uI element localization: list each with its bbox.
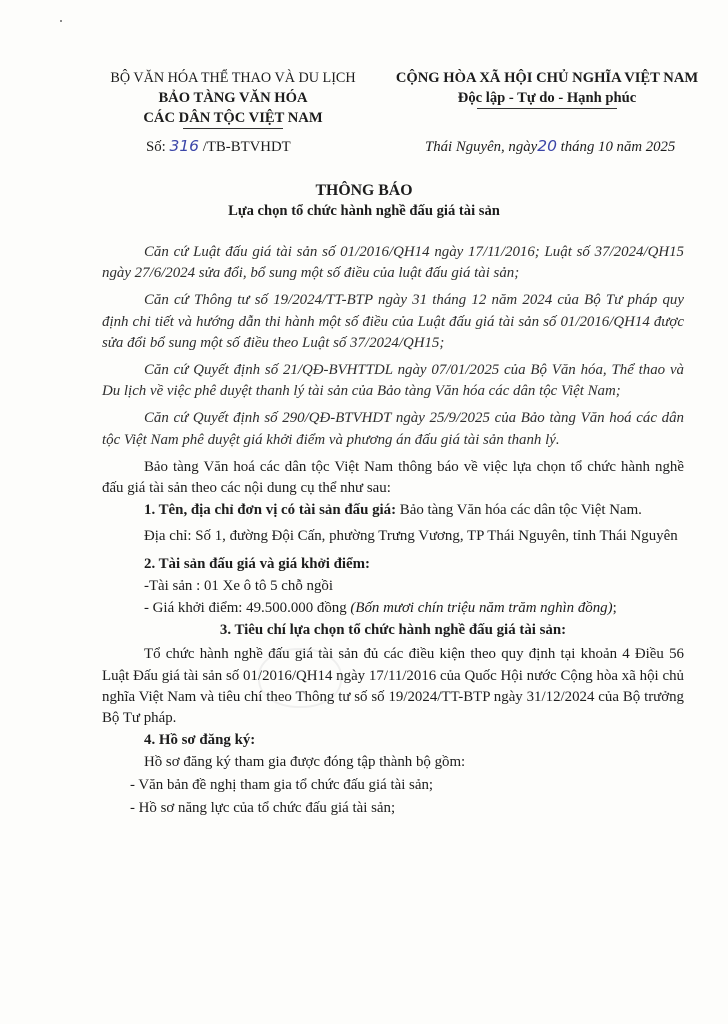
legal-basis-1: Căn cứ Luật đấu giá tài sản số 01/2016/QH14 ngày 17/11/2016; Luật số 37/2024/QH15 ngày 27/6/2024 sửa đổi, bổ sung một số điều của luật đấu giá tài sản; xyxy=(102,244,684,282)
price-end: ; xyxy=(612,600,617,617)
country-name: CỘNG HÒA XÃ HỘI CHỦ NGHĨA VIỆT NAM xyxy=(395,70,699,86)
section-2-price xyxy=(102,598,684,619)
section-3-heading: 3. Tiêu chí lựa chọn tổ chức hành nghề đấu giá tài sản: xyxy=(219,622,567,639)
number-suffix: /TB-BTVHDT xyxy=(202,139,291,155)
section-4-intro: Hồ sơ đăng ký tham gia được đóng tập thành bộ gồm: xyxy=(144,754,466,771)
legal-basis-2: Căn cứ Thông tư số 19/2024/TT-BTP ngày 31 tháng 12 năm 2024 của Bộ Tư pháp quy định chi tiết và hướng dẫn thi hành một số điều của Luật đấu giá tài sản số 01/2016/QH14 được sửa đổi bổ sung một số điều theo Luật số 37/2024/QH15; xyxy=(102,292,684,351)
document-number xyxy=(146,137,291,156)
national-motto-header xyxy=(372,68,722,108)
section-3-text: Tổ chức hành nghề đấu giá tài sản đủ các điều kiện theo quy định tại khoản 4 Điều 56 Luật Đấu giá tài sản số 01/2016/QH14 ngày 17/11/2016 của Quốc Hội nước Cộng hòa xã hội chủ nghĩa Việt Nam và tiêu chí theo Thông tư số số 19/2024/TT-BTP ngày 31/12/2024 của Bộ trưởng Bộ Tư pháp. xyxy=(102,646,684,727)
starting-price-words: (Bốn mươi chín triệu năm trăm nghìn đồng) xyxy=(350,600,613,617)
document-body xyxy=(102,242,684,821)
document-date xyxy=(425,137,675,156)
document-subtitle: Lựa chọn tổ chức hành nghề đấu giá tài sản xyxy=(228,203,500,219)
section-4-item-1: - Văn bản đề nghị tham gia tổ chức đấu giá tài sản; xyxy=(130,776,434,793)
agency-name-line2: CÁC DÂN TỘC VIỆT NAM xyxy=(143,110,323,126)
starting-price: - Giá khởi điểm: 49.500.000 đồng xyxy=(144,600,351,617)
section-2 xyxy=(102,554,684,575)
motto: Độc lập - Tự do - Hạnh phúc xyxy=(457,90,637,106)
faint-stamp-mark xyxy=(258,648,342,708)
agency-underline xyxy=(183,128,283,129)
section-2-heading: 2. Tài sản đấu giá và giá khởi điểm: xyxy=(144,555,371,572)
section-2-asset: -Tài sản : 01 Xe ô tô 5 chỗ ngồi xyxy=(144,577,333,594)
date-prefix: Thái Nguyên, ngày xyxy=(425,139,538,155)
number-label: Số: xyxy=(146,139,166,155)
document-title: THÔNG BÁO xyxy=(315,182,413,199)
section-1-heading: 1. Tên, địa chỉ đơn vị có tài sản đấu giá: xyxy=(144,502,397,519)
motto-underline xyxy=(477,108,617,109)
handwritten-day: 20 xyxy=(537,137,557,155)
section-4-item-2: - Hồ sơ năng lực của tổ chức đấu giá tài sản; xyxy=(130,799,396,816)
scan-speck xyxy=(60,20,62,22)
handwritten-number: 316 xyxy=(169,137,200,155)
agency-name-line1: BẢO TÀNG VĂN HÓA xyxy=(158,90,308,106)
intro-paragraph: Bảo tàng Văn hoá các dân tộc Việt Nam thông báo về việc lựa chọn tổ chức hành nghề đấu giá tài sản theo các nội dung cụ thể như sau: xyxy=(102,458,684,497)
ministry-name: BỘ VĂN HÓA THỂ THAO VÀ DU LỊCH xyxy=(110,70,356,86)
section-1-text: Bảo tàng Văn hóa các dân tộc Việt Nam. xyxy=(396,502,642,519)
section-1-address: Địa chỉ: Số 1, đường Đội Cấn, phường Trưng Vương, TP Thái Nguyên, tỉnh Thái Nguyên xyxy=(144,528,678,545)
issuing-agency-header xyxy=(92,68,374,128)
legal-basis-3: Căn cứ Quyết định số 21/QĐ-BVHTTDL ngày 07/01/2025 của Bộ Văn hóa, Thể thao và Du lịch về việc phê duyệt thanh lý tài sản của Bảo tàng Văn hóa các dân tộc Việt Nam; xyxy=(102,362,684,400)
legal-basis-4: Căn cứ Quyết định số 290/QĐ-BTVHDT ngày 25/9/2025 của Bảo tàng Văn hoá các dân tộc Việt Nam phê duyệt giá khởi điểm và phương án đấu giá tài sản thanh lý. xyxy=(102,410,684,448)
section-1 xyxy=(102,500,684,521)
section-4-heading: 4. Hồ sơ đăng ký: xyxy=(144,732,256,749)
section-4 xyxy=(102,730,684,751)
date-suffix: tháng 10 năm 2025 xyxy=(560,139,676,155)
